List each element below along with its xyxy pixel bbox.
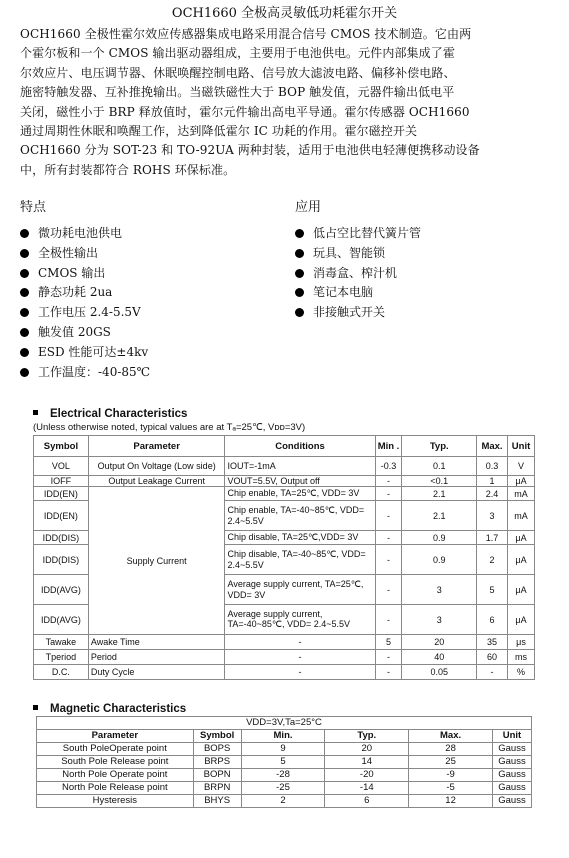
- bullet-icon: [295, 249, 304, 258]
- column-header: Typ.: [325, 730, 409, 743]
- table-row: IOFF Output Leakage Current VOUT=5.5V, Output off - <0.1 1 μA: [34, 476, 535, 487]
- intro-line: 个霍尔板和一个 CMOS 输出驱动器组成，主要用于电池供电。元件内部集成了霍: [20, 46, 455, 61]
- list-item: 笔记本电脑: [295, 283, 421, 303]
- bullet-icon: [20, 328, 29, 337]
- intro-paragraph: [20, 25, 550, 180]
- column-header: Unit: [508, 436, 535, 457]
- intro-line: 中，所有封装都符合 ROHS 环保标准。: [20, 162, 236, 177]
- intro-line: 施密特触发器、互补推挽输出。当磁铁磁性大于 BOP 触发值，元器件输出低电平: [20, 85, 455, 100]
- electrical-heading: Electrical Characteristics: [33, 408, 187, 420]
- table-row: North Pole Release point BRPN -25 -14 -5 Gauss: [37, 782, 532, 795]
- column-header: Symbol: [34, 436, 89, 457]
- table-row: IDD(DIS) Chip disable, TA=25℃,VDD= 3V - 0.9 1.7 μA: [34, 531, 535, 545]
- features-list: [20, 224, 150, 382]
- table-header-row: [37, 730, 532, 743]
- table-row: IDD(EN) Supply Current Chip enable, TA=25℃, VDD= 3V - 2.1 2.4 mA: [34, 487, 535, 501]
- bullet-icon: [20, 249, 29, 258]
- list-item: 消毒盒、榨汁机: [295, 264, 421, 284]
- table-row: IDD(AVG) Average supply current, TA=25℃, VDD= 3V - 3 5 μA: [34, 575, 535, 605]
- list-item: ESD 性能可达±4kv: [20, 343, 150, 363]
- bullet-icon: [20, 288, 29, 297]
- document-title: OCH1660 全极高灵敏低功耗霍尔开关: [171, 6, 398, 21]
- column-header: Conditions: [225, 436, 375, 457]
- intro-line: OCH1660 分为 SOT-23 和 TO-92UA 两种封装，适用于电池供电轻薄便携移动设备: [20, 143, 480, 158]
- features-heading: 特点: [20, 200, 47, 215]
- bullet-icon: [20, 308, 29, 317]
- list-item: 静态功耗 2ua: [20, 283, 150, 303]
- electrical-table: [33, 435, 535, 680]
- column-header: Parameter: [88, 436, 225, 457]
- list-item: 玩具、智能锁: [295, 244, 421, 264]
- column-header: Min.: [241, 730, 325, 743]
- table-row: VOL Output On Voltage (Low side) IOUT=-1mA -0.3 0.1 0.3 V: [34, 457, 535, 476]
- table-row: South PoleOperate point BOPS 9 20 28 Gauss: [37, 743, 532, 756]
- table-row: Hysteresis BHYS 2 6 12 Gauss: [37, 795, 532, 808]
- table-condition-row: VDD=3V,Ta=25°C: [37, 717, 532, 730]
- magnetic-heading: Magnetic Characteristics: [33, 703, 186, 715]
- table-row: D.C. Duty Cycle - - 0.05 - %: [34, 665, 535, 680]
- bullet-icon: [295, 288, 304, 297]
- intro-line: 通过周期性休眠和唤醒工作，达到降低霍尔 IC 功耗的作用。霍尔磁控开关: [20, 124, 418, 139]
- list-item: 工作温度：-40-85℃: [20, 363, 150, 383]
- list-item: 工作电压 2.4-5.5V: [20, 303, 150, 323]
- magnetic-table: [36, 716, 532, 808]
- list-item: CMOS 输出: [20, 264, 150, 284]
- bullet-icon: [20, 229, 29, 238]
- list-item: 非接触式开关: [295, 303, 421, 323]
- bullet-icon: [295, 229, 304, 238]
- list-item: 全极性输出: [20, 244, 150, 264]
- table-row: South Pole Release point BRPS 5 14 25 Gauss: [37, 756, 532, 769]
- intro-line: OCH1660 全极性霍尔效应传感器集成电路采用混合信号 CMOS 技术制造。它由两: [20, 27, 472, 41]
- table-row: IDD(DIS) Chip disable, TA=-40~85℃, VDD= 2.4~5.5V - 0.9 2 μA: [34, 545, 535, 575]
- column-header: Max.: [409, 730, 493, 743]
- bullet-icon: [295, 308, 304, 317]
- column-header: Unit: [492, 730, 531, 743]
- column-header: Min .: [375, 436, 402, 457]
- square-bullet-icon: [33, 410, 38, 415]
- intro-line: 关闭，磁性小于 BRP 释放值时，霍尔元件输出高电平导通。霍尔传感器 OCH1660: [20, 104, 470, 119]
- column-header: Typ.: [402, 436, 477, 457]
- list-item: 低占空比替代簧片管: [295, 224, 421, 244]
- list-item: 触发值 20GS: [20, 323, 150, 343]
- applications-list: [295, 224, 421, 323]
- table-row: Tperiod Period - - 40 60 ms: [34, 650, 535, 665]
- bullet-icon: [20, 269, 29, 278]
- table-row: IDD(EN) Chip enable, TA=-40~85℃, VDD= 2.4~5.5V - 2.1 3 mA: [34, 501, 535, 531]
- applications-heading: 应用: [295, 200, 322, 215]
- column-header: Symbol: [193, 730, 241, 743]
- list-item: 微功耗电池供电: [20, 224, 150, 244]
- table-header-row: [34, 436, 535, 457]
- column-header: Max.: [476, 436, 507, 457]
- square-bullet-icon: [33, 705, 38, 710]
- table-row: IDD(AVG) Average supply current, TA=-40~85℃, VDD= 2.4~5.5V - 3 6 μA: [34, 605, 535, 635]
- bullet-icon: [20, 368, 29, 377]
- bullet-icon: [295, 269, 304, 278]
- intro-line: 尔效应片、电压调节器、休眠唤醒控制电路、信号放大滤波电路、偏移补偿电路、: [20, 65, 456, 80]
- electrical-note: (Unless otherwise noted, typical values are at Tₐ=25℃, Vᴅᴅ=3V): [33, 422, 306, 433]
- bullet-icon: [20, 348, 29, 357]
- supply-current-label: Supply Current: [88, 487, 225, 635]
- table-row: North Pole Operate point BOPN -28 -20 -9 Gauss: [37, 769, 532, 782]
- table-row: Tawake Awake Time - 5 20 35 μs: [34, 635, 535, 650]
- column-header: Parameter: [37, 730, 194, 743]
